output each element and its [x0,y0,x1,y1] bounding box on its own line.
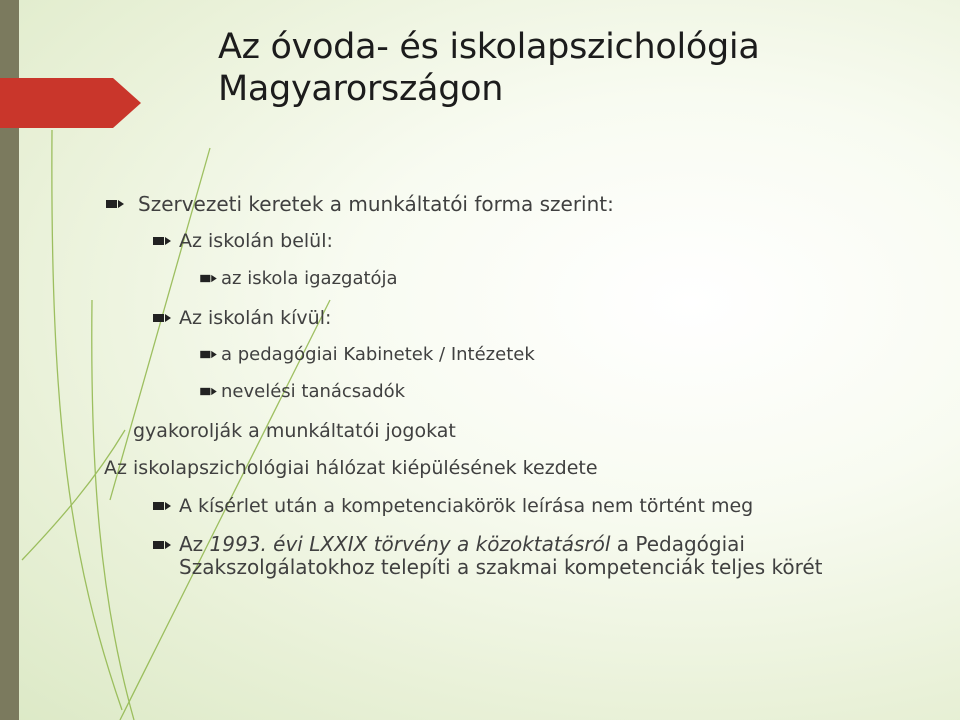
title-accent-arrow [113,78,141,128]
pencil-bullet-icon [200,380,221,403]
list-item-text: a pedagógiai Kabinetek / Intézetek [221,344,535,365]
list-item-text: Szervezeti keretek a munkáltatói forma szerint: [138,192,614,216]
title-accent-tab [0,78,113,128]
title-line-1: Az óvoda- és iskolapszichológia [218,27,760,67]
network-line: Az iskolapszichológiai hálózat kiépülésének kezdete [104,457,598,479]
list-item [200,380,405,403]
pencil-bullet-icon [153,533,179,556]
pencil-bullet-icon [153,306,179,330]
list-item-text [179,533,839,579]
list-item-text: A kísérlet után a kompetenciakörök leírása nem történt meg [179,495,754,517]
pencil-bullet-icon [106,192,138,216]
list-item [153,494,753,518]
list-item-text: Az iskolán belül: [179,230,333,252]
law-suffix: a Pedagógiai Szakszolgálatokhoz telepíti a szakmai kompetenciák teljes körét [179,532,823,579]
list-item-text: az iskola igazgatója [221,268,398,289]
list-item [200,267,398,290]
title-line-2: Magyarországon [218,69,504,109]
pencil-bullet-icon [200,267,221,290]
list-item [153,229,333,253]
slide-title [218,26,938,110]
law-prefix: Az [179,532,210,556]
list-item-text: Az iskolán kívül: [179,307,332,329]
list-item [153,533,853,579]
list-item-text: nevelési tanácsadók [221,381,406,402]
pencil-bullet-icon [200,343,221,366]
pencil-bullet-icon [153,494,179,518]
list-item [200,343,535,366]
list-item [153,306,331,330]
list-item [106,192,614,216]
pencil-bullet-icon [153,229,179,253]
practice-line: gyakorolják a munkáltatói jogokat [133,420,456,442]
law-title: 1993. évi LXXIX törvény a közoktatásról [209,532,611,556]
